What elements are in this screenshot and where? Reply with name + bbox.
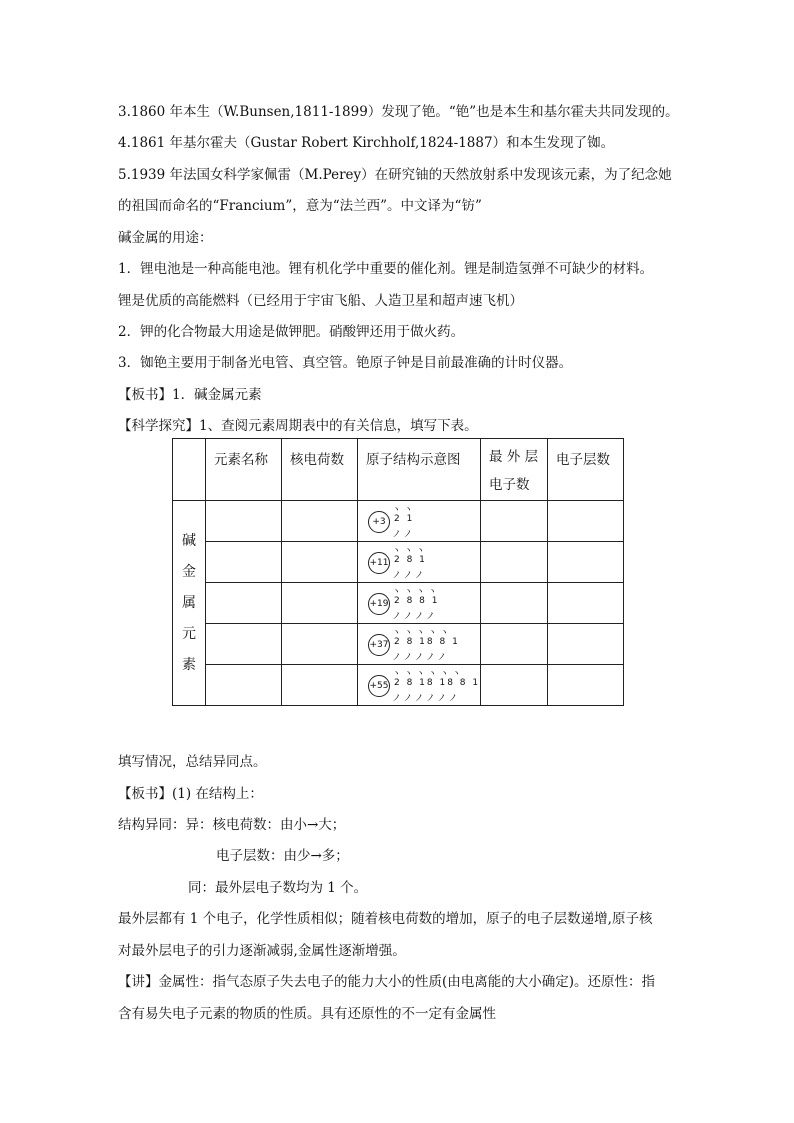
uses-heading: 碱金属的用途： <box>118 230 213 246</box>
alkali-metal-table <box>172 438 624 706</box>
use-potassium: 2．钾的化合物最大用途是做钾肥。硝酸钾还用于做火药。 <box>118 324 465 340</box>
cell-name <box>206 501 282 542</box>
shell-arcs-bottom: ノノ <box>392 530 416 540</box>
table-row <box>173 665 624 706</box>
paragraph-perey-francium-1: 5.1939 年法国女科学家佩雷（M.Perey）在研究铀的天然放射系中发现该元素，为了纪念她 <box>118 167 672 183</box>
shell-arcs-bottom: ノノノ <box>392 571 427 581</box>
header-element-name: 元素名称 <box>206 439 282 501</box>
board-heading-1: 【板书】1．碱金属元素 <box>118 387 262 403</box>
cell-name <box>206 583 282 624</box>
structure-difference-1: 结构异同：异：核电荷数：由小→大； <box>118 817 346 833</box>
nucleus-circle: +37 <box>368 634 390 656</box>
cell-outer <box>481 624 548 665</box>
table-row <box>173 501 624 542</box>
cell-charge <box>282 501 358 542</box>
science-explore-text: 【科学探究】1、查阅元素周期表中的有关信息，填写下表。 <box>118 418 478 434</box>
cell-name <box>206 624 282 665</box>
cell-charge <box>282 583 358 624</box>
cell-charge <box>282 624 358 665</box>
table-row <box>173 624 624 665</box>
paragraph-bunsen-cesium: 3.1860 年本生（W.Bunsen,1811-1899）发现了铯。“铯”也是本生和基尔霍夫共同发现的。 <box>118 104 679 120</box>
conclusion-1: 最外层都有 1 个电子，化学性质相似；随着核电荷数的增加，原子的电子层数递增,原子核 <box>118 911 653 927</box>
structure-difference-2: 电子层数：由少→多； <box>216 848 349 864</box>
header-structure-diagram: 原子结构示意图 <box>358 439 481 501</box>
cell-name <box>206 542 282 583</box>
shell-arcs-top: ヽヽヽヽヽヽ <box>392 669 465 679</box>
cell-outer <box>481 583 548 624</box>
table-row <box>173 542 624 583</box>
conclusion-2: 对最外层电子的引力逐渐减弱,金属性逐渐增强。 <box>118 943 406 959</box>
cell-outer <box>481 542 548 583</box>
shell-arcs-top: ヽヽヽヽ <box>392 587 441 597</box>
shell-electrons: 2 8 1 <box>394 555 427 565</box>
cell-shells <box>548 542 624 583</box>
cell-charge <box>282 665 358 706</box>
cell-diagram <box>358 665 481 706</box>
shell-arcs-top: ヽヽヽ <box>392 546 429 556</box>
lecture-metallicity-1: 【讲】金属性：指气态原子失去电子的能力大小的性质(由电离能的大小确定)。还原性：指 <box>118 974 656 990</box>
shell-arcs-top: ヽヽ <box>392 505 417 515</box>
alkali-metal-side-label: 碱 金 属 元 素 <box>173 501 206 706</box>
header-shell-count: 电子层数 <box>548 439 624 501</box>
fill-instruction: 填写情况，总结异同点。 <box>118 754 267 770</box>
nucleus-circle: +55 <box>368 675 390 697</box>
cell-outer <box>481 501 548 542</box>
cell-shells <box>548 583 624 624</box>
paragraph-perey-francium-2: 的祖国而命名的“Francium”，意为“法兰西”。中文译为“钫” <box>118 198 482 214</box>
table-row <box>173 583 624 624</box>
shell-electrons: 2 8 8 1 <box>394 596 440 606</box>
cell-diagram <box>358 542 481 583</box>
table-corner-cell <box>173 439 206 501</box>
shell-electrons: 2 8 18 8 1 <box>394 637 460 647</box>
shell-arcs-bottom: ノノノノノ <box>392 653 450 663</box>
nucleus-circle: +11 <box>368 552 390 574</box>
cell-shells <box>548 501 624 542</box>
board-heading-2: 【板书】(1) 在结构上： <box>118 786 263 802</box>
header-outer-electrons-line2: 电子数 <box>489 477 530 493</box>
header-nuclear-charge: 核电荷数 <box>282 439 358 501</box>
use-lithium-2: 锂是优质的高能燃料（已经用于宇宙飞船、人造卫星和超声速飞机） <box>118 293 523 309</box>
shell-electrons: 2 8 18 18 8 1 <box>394 678 481 688</box>
use-rubidium-cesium: 3．铷铯主要用于制备光电管、真空管。铯原子钟是目前最准确的计时仪器。 <box>118 355 573 371</box>
shell-arcs-bottom: ノノノノノノ <box>392 694 461 704</box>
cell-diagram <box>358 501 481 542</box>
cell-shells <box>548 665 624 706</box>
cell-diagram <box>358 583 481 624</box>
nucleus-circle: +3 <box>368 511 390 533</box>
shell-electrons: 2 1 <box>394 514 415 524</box>
structure-similarity: 同：最外层电子数均为 1 个。 <box>188 880 368 896</box>
cell-diagram <box>358 624 481 665</box>
use-lithium-1: 1．锂电池是一种高能电池。锂有机化学中重要的催化剂。锂是制造氢弹不可缺少的材料。 <box>118 261 654 277</box>
nucleus-circle: +19 <box>368 593 390 615</box>
header-outer-electrons <box>481 439 548 501</box>
shell-arcs-bottom: ノノノノ <box>392 612 438 622</box>
cell-name <box>206 665 282 706</box>
cell-shells <box>548 624 624 665</box>
cell-charge <box>282 542 358 583</box>
shell-arcs-top: ヽヽヽヽヽ <box>392 628 453 638</box>
paragraph-kirchhoff-rubidium: 4.1861 年基尔霍夫（Gustar Robert Kirchholf,1824-1887）和本生发现了铷。 <box>118 135 615 151</box>
table-header-row <box>173 439 624 501</box>
cell-outer <box>481 665 548 706</box>
header-outer-electrons-line1: 最 外 层 <box>489 449 539 465</box>
lecture-metallicity-2: 含有易失电子元素的物质的性质。具有还原性的不一定有金属性 <box>118 1006 496 1022</box>
